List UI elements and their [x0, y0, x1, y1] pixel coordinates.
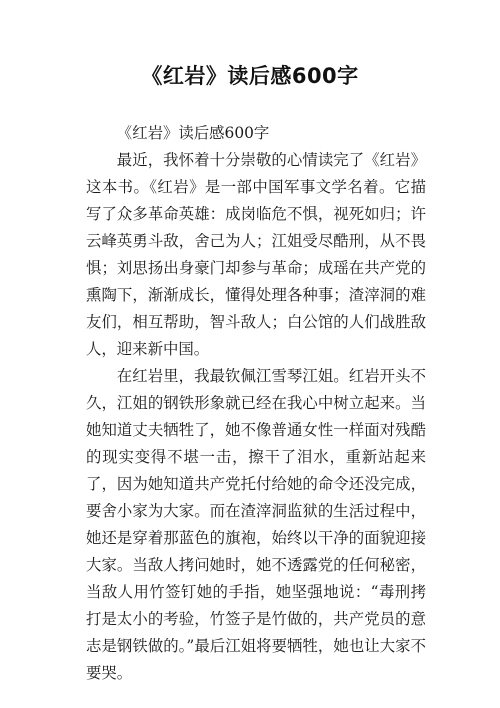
paragraph: 在红岩里，我最钦佩江雪琴江姐。红岩开头不久，江姐的钢铁形象就已经在我心中树立起来。当她知道丈夫牺牲了，她不像普通女性一样面对残酷的现实变得不堪一击，擦干了泪水，重新站起来了，因为她知道共产党托付给她的命令还没完成，要舍小家为大家。而在渣滓洞监狱的生活过程中，她还是穿着那蓝色的旗袍，始终以干净的面貌迎接大家。当敌人拷问她时，她不透露党的任何秘密，当敌人用竹签钉她的手指，她坚强地说：“毒刑拷打是太小的考验，竹签子是竹做的，共产党员的意志是钢铁做的。”最后江姐将要牺牲，她也让大家不要哭。	[86, 367, 426, 682]
document-body	[86, 120, 426, 687]
paragraph: 最近，我怀着十分崇敬的心情读完了《红岩》这本书。《红岩》是一部中国军事文学名着。它描写了众多革命英雄：成岗临危不惧，视死如归；许云峰英勇斗敌，舍己为人；江姐受尽酷刑，从不畏惧；刘思扬出身豪门却参与革命；成瑶在共产党的熏陶下，渐渐成长，懂得处理各种事；渣滓洞的难友们，相互帮助，智斗敌人；白公馆的人们战胜敌人，迎来新中国。	[86, 151, 426, 358]
document-title: 《红岩》读后感600字	[141, 64, 359, 88]
paragraph-subtitle: 《红岩》读后感600字	[116, 124, 270, 142]
